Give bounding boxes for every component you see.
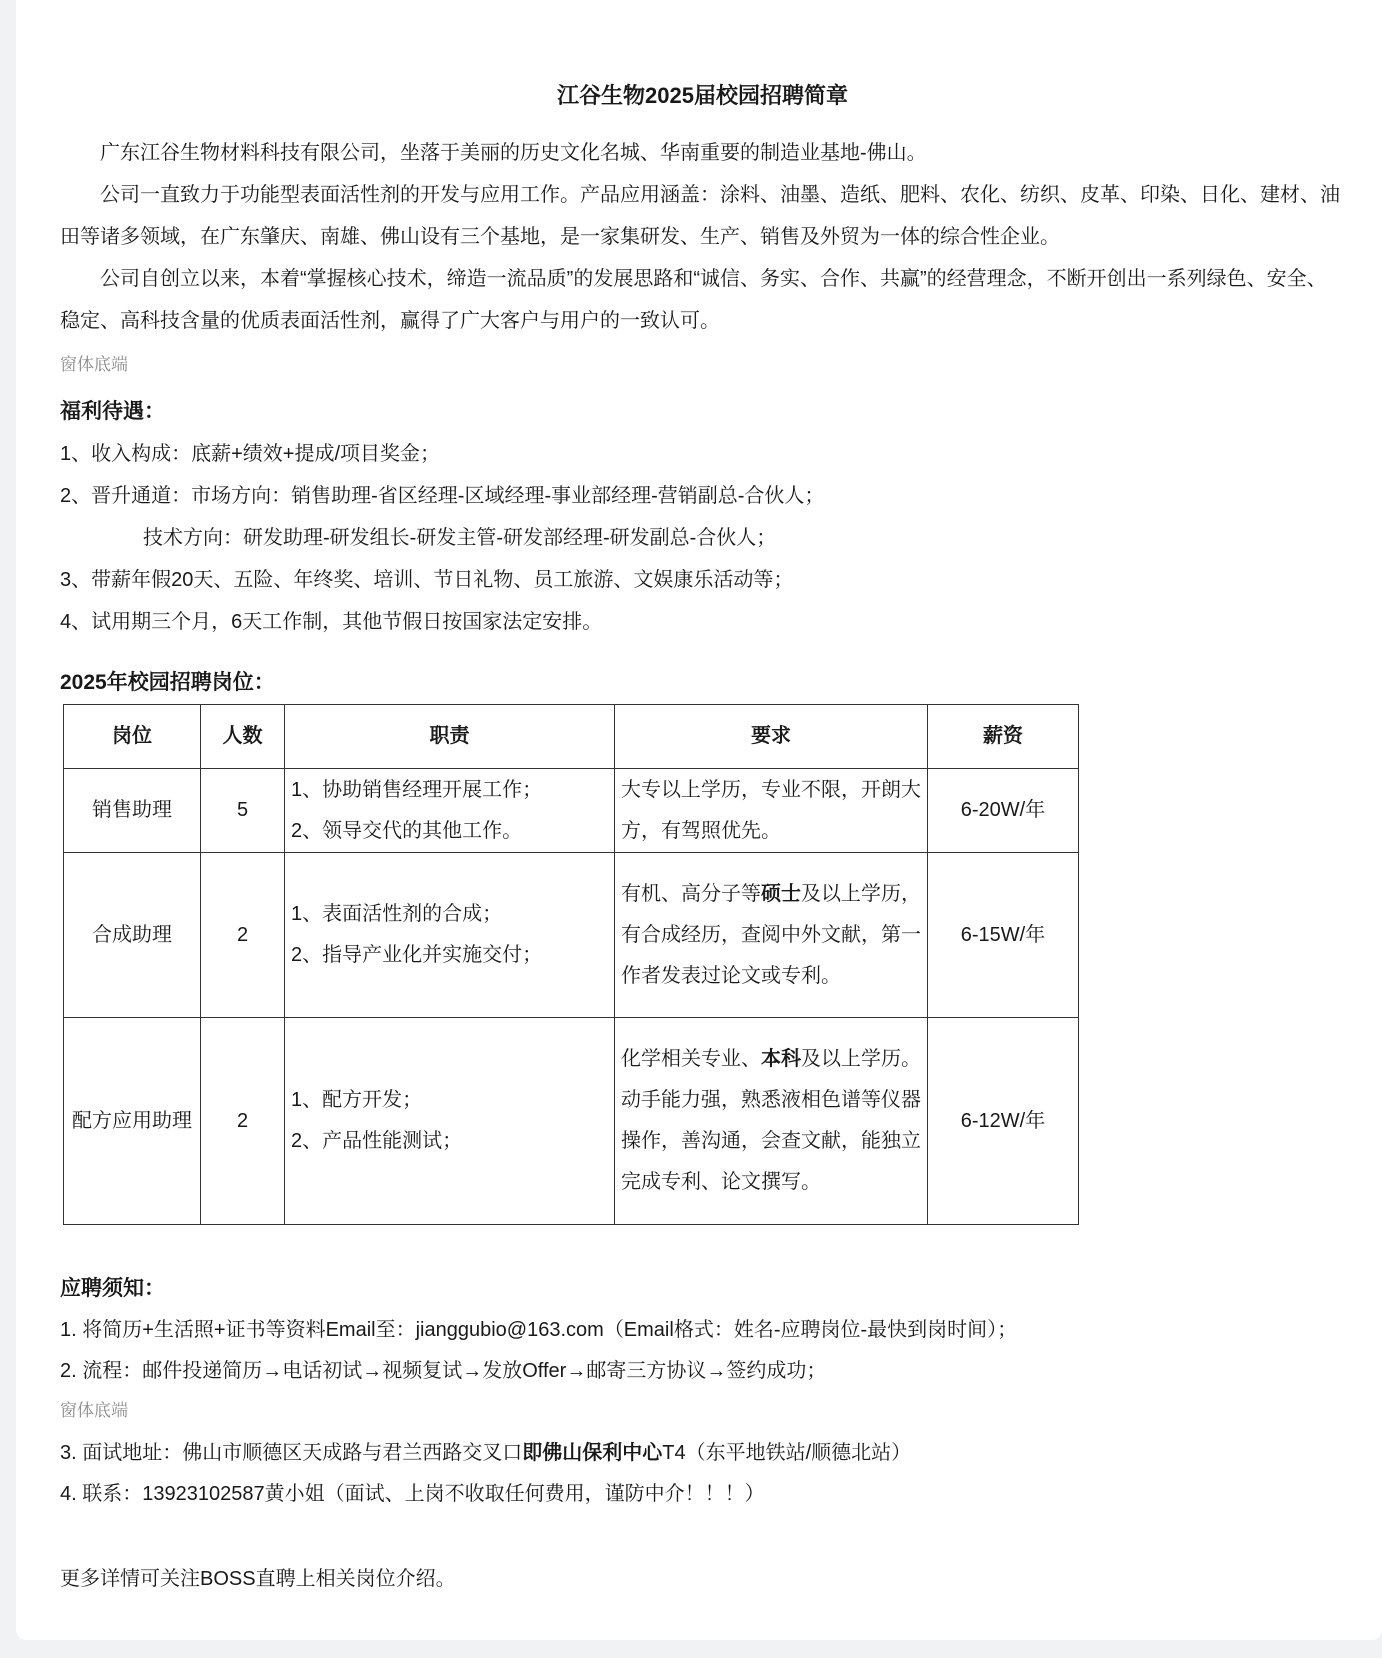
notice-item-text: 4. 联系： xyxy=(60,1483,143,1505)
benefit-item: 3、带薪年假20天、五险、年终奖、培训、节日礼物、员工旅游、文娱康乐活动等； xyxy=(60,569,794,591)
form-bottom-label: 窗体底端 xyxy=(60,1401,128,1420)
notice-item-email xyxy=(60,1310,1345,1351)
duty-line: 2、产品性能测试； xyxy=(291,1130,463,1152)
table-row xyxy=(64,853,1079,1018)
notice-item-address: 3. 面试地址：佛山市顺德区天成路与君兰西路交叉口即佛山保利中心T4（东平地铁站/顺德北站） xyxy=(60,1442,912,1464)
document-content xyxy=(16,75,1382,1600)
duties-cell xyxy=(285,769,615,853)
intro-paragraph: 广东江谷生物材料科技有限公司，坐落于美丽的历史文化名城、华南重要的制造业基地-佛山。 xyxy=(100,142,927,164)
jobs-table xyxy=(63,704,1079,1225)
benefit-item: 1、收入构成：底薪+绩效+提成/项目奖金； xyxy=(60,443,441,465)
duties-cell xyxy=(285,1018,615,1225)
column-header-count: 人数 xyxy=(201,705,285,769)
page-title: 江谷生物2025届校园招聘简章 xyxy=(557,83,848,108)
benefit-item: 4、试用期三个月，6天工作制，其他节假日按国家法定安排。 xyxy=(60,611,603,633)
duty-line: 1、协助销售经理开展工作； xyxy=(291,778,543,801)
requirements-cell: 化学相关专业、本科及以上学历。动手能力强，熟悉液相色谱等仪器操作，善沟通，会查文献，能独立完成专利、论文撰写。 xyxy=(615,1018,928,1225)
salary-cell: 6-20W/年 xyxy=(928,769,1079,853)
jobs-heading: 2025年校园招聘岗位： xyxy=(60,671,275,694)
form-bottom-label: 窗体底端 xyxy=(60,355,128,374)
notice-item-text: （Email格式：姓名-应聘岗位-最快到岗时间）； xyxy=(603,1319,1018,1341)
salary-cell: 6-15W/年 xyxy=(928,853,1079,1018)
column-header-position: 岗位 xyxy=(64,705,201,769)
document-card xyxy=(16,0,1382,1640)
column-header-salary: 薪资 xyxy=(928,705,1079,769)
intro-paragraph: 公司一直致力于功能型表面活性剂的开发与应用工作。产品应用涵盖：涂料、油墨、造纸、肥料、农化、纺织、皮革、印染、日化、建材、油田等诸多领域，在广东肇庆、南雄、佛山设有三个基地，是一家集研发、生产、销售及外贸为一体的综合性企业。 xyxy=(60,184,1340,248)
duty-line: 2、指导产业化并实施交付； xyxy=(291,944,543,966)
benefits-heading: 福利待遇： xyxy=(60,400,165,423)
notice-item-contact xyxy=(60,1474,1345,1515)
column-header-duties: 职责 xyxy=(285,705,615,769)
benefits-list xyxy=(60,433,1345,643)
duty-line: 2、领导交代的其他工作。 xyxy=(291,819,523,842)
email-address: jianggubio@163.com xyxy=(415,1319,604,1341)
table-header-row xyxy=(64,705,1079,769)
salary-cell: 6-12W/年 xyxy=(928,1018,1079,1225)
footer-note: 更多详情可关注BOSS直聘上相关岗位介绍。 xyxy=(60,1568,456,1590)
count-cell: 2 xyxy=(201,853,285,1018)
table-row xyxy=(64,1018,1079,1225)
benefit-item-tech-track: 技术方向：研发助理-研发组长-研发主管-研发部经理-研发副总-合伙人； xyxy=(143,527,777,549)
notice-list xyxy=(60,1310,1345,1392)
notice-heading: 应聘须知： xyxy=(60,1277,165,1300)
duties-cell xyxy=(285,853,615,1018)
notice-list-continued xyxy=(60,1433,1345,1515)
notice-item-text: 1. 将简历+生活照+证书等资料Email至： xyxy=(60,1319,416,1341)
phone-number: 13923102587 xyxy=(142,1483,265,1505)
notice-item-process: 2. 流程：邮件投递简历→电话初试→视频复试→发放Offer→邮寄三方协议→签约成功； xyxy=(60,1360,827,1382)
duty-line: 1、配方开发； xyxy=(291,1089,423,1111)
position-cell: 配方应用助理 xyxy=(64,1018,201,1225)
requirements-cell: 有机、高分子等硕士及以上学历，有合成经历，查阅中外文献，第一作者发表过论文或专利。 xyxy=(615,853,928,1018)
count-cell: 5 xyxy=(201,769,285,853)
count-cell: 2 xyxy=(201,1018,285,1225)
intro-paragraph: 公司自创立以来，本着“掌握核心技术，缔造一流品质”的发展思路和“诚信、务实、合作、共赢”的经营理念，不断开创出一系列绿色、安全、稳定、高科技含量的优质表面活性剂，赢得了广大客户与用户的一致认可。 xyxy=(60,268,1327,332)
column-header-requirements: 要求 xyxy=(615,705,928,769)
company-intro xyxy=(60,132,1345,342)
duty-line: 1、表面活性剂的合成； xyxy=(291,903,503,925)
position-cell: 销售助理 xyxy=(64,769,201,853)
requirements-cell: 大专以上学历，专业不限，开朗大方，有驾照优先。 xyxy=(615,769,928,853)
notice-item-text: 黄小姐（面试、上岗不收取任何费用，谨防中介！！！） xyxy=(264,1483,765,1505)
position-cell: 合成助理 xyxy=(64,853,201,1018)
benefit-item: 2、晋升通道：市场方向：销售助理-省区经理-区域经理-事业部经理-营销副总-合伙人； xyxy=(60,485,825,507)
table-row xyxy=(64,769,1079,853)
